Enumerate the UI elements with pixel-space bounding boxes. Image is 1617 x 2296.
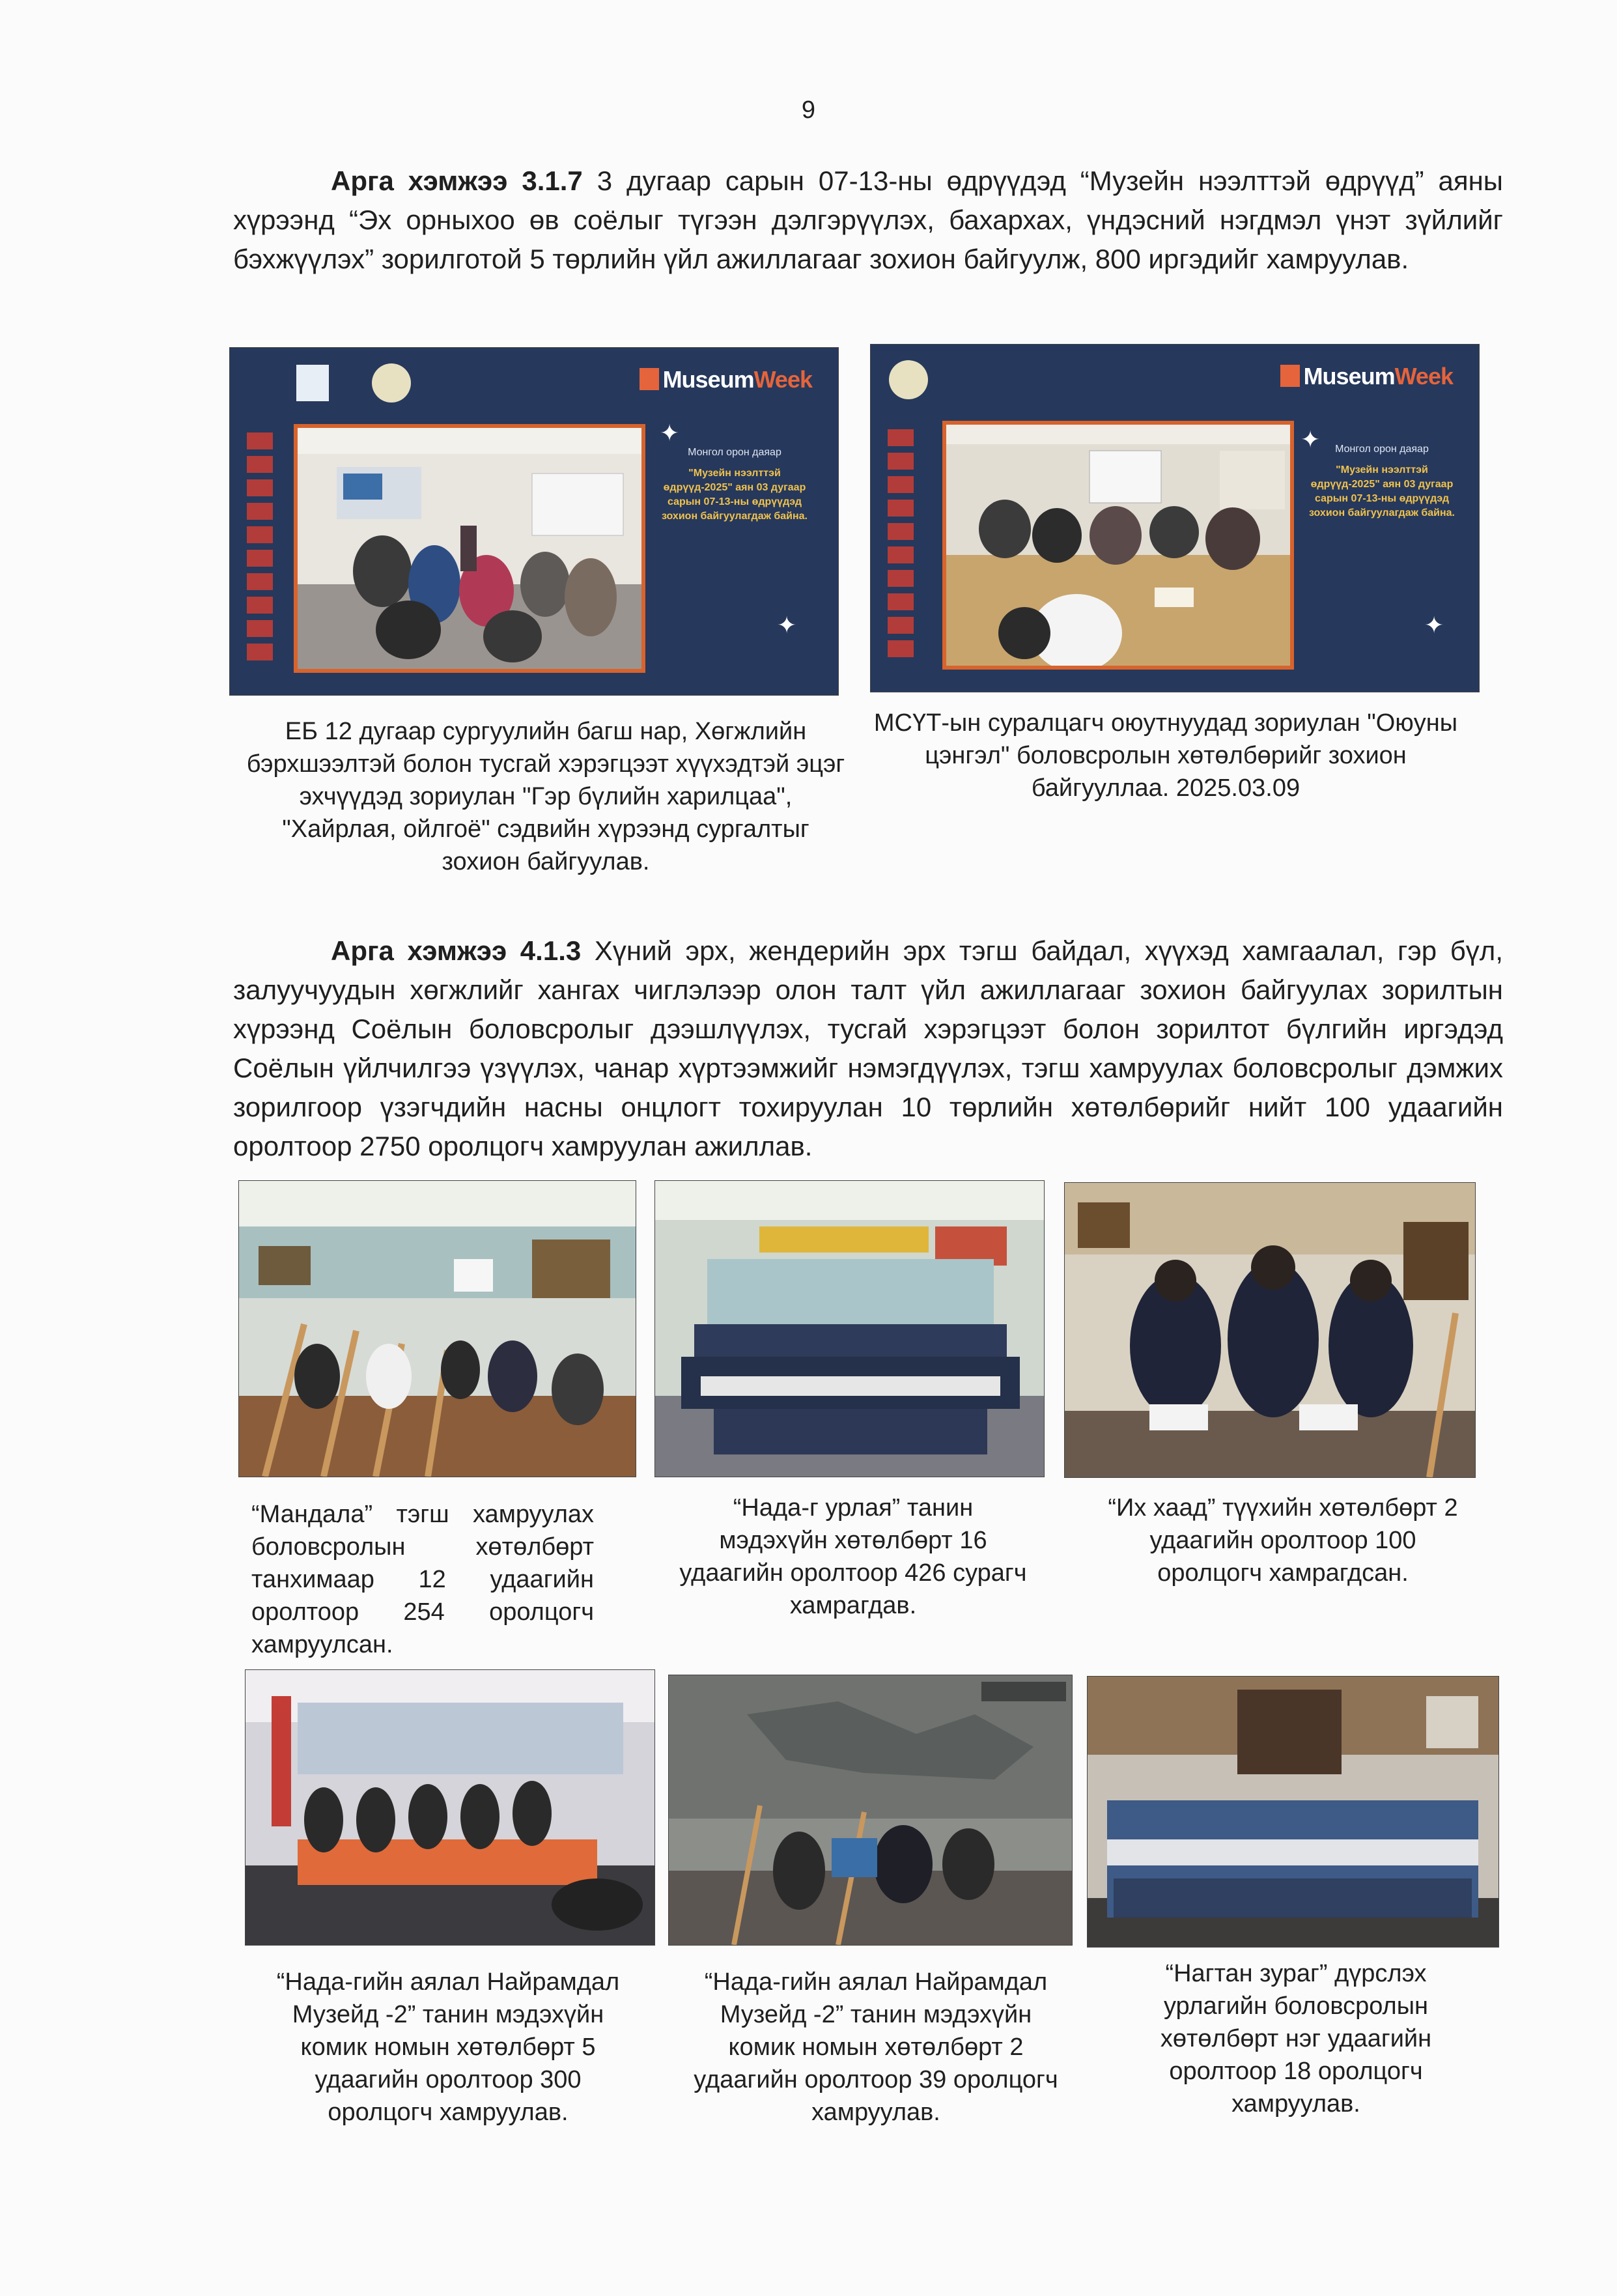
sparkle-icon: ✦ [660, 419, 680, 446]
mongolian-script [247, 432, 273, 667]
sparkle-icon: ✦ [1424, 612, 1444, 638]
mongolian-script [888, 429, 914, 664]
photo-mandala [238, 1180, 636, 1477]
photo-caption-1: “Мандала” тэгш хамруулах боловсролын хөтөлбөрт танхимаар 12 удаагийн оролтоор 254 оролцогч хамруулсан. [251, 1501, 594, 1658]
museum-logo [889, 360, 928, 399]
institution-logo [296, 365, 329, 401]
museum-week-logo: MuseumWeek [640, 366, 812, 393]
photo-caption-6: “Нагтан зураг” дүрслэх урлагийн боловсролын хөтөлбөрт нэг удаагийн оролтоор 18 оролцогч хамруулав. [1160, 1960, 1432, 2118]
sparkle-icon: ✦ [777, 612, 797, 638]
sparkle-icon: ✦ [1301, 426, 1321, 453]
poster-caption-2: МСҮТ-ын суралцагч оюутнуудад зориулан "Оюуны цэнгэл" боловсролын хөтөлбөрийг зохион байгууллаа. 2025.03.09 [873, 709, 1458, 802]
paragraph-heading: Арга хэмжээ 4.1.3 [331, 935, 582, 966]
photo-ikh-khaad [1064, 1182, 1476, 1478]
paragraph-heading: Арга хэмжээ 3.1.7 [331, 165, 583, 196]
poster-side-text: Монгол орон даяар "Музейн нээлттэй өдрүүд-2025" аян 03 дугаар сарын 07-13-ны өдрүүдэд зохион байгуулагдаж байна. [1309, 444, 1455, 518]
poster-photo [942, 421, 1294, 670]
museum-week-poster-1 [229, 347, 839, 696]
page-number: 9 [801, 96, 816, 124]
photo-nada-aylal-5 [245, 1669, 655, 1946]
photo-caption-5: “Нада-гийн аялал Найрамдал Музейд -2” танин мэдэхүйн комик номын хөтөлбөрт 2 удаагийн оролтоор 39 оролцогч хамруулав. [694, 1968, 1058, 2126]
paragraph-body: 3 дугаар сарын 07-13-ны өдрүүдэд “Музейн нээлттэй өдрүүд” аяны хүрээнд “Эх орныхоо өв соёлыг түгээн дэлгэрүүлэх, бахархах, үндэсний нэгдмэл үнэт зүйлийг бэхжүүлэх” зорилготой 5 төрлийн үйл ажиллагааг зохион байгуулж, 800 иргэдийг хамруулав. [233, 165, 1503, 274]
paragraph-body: Хүний эрх, жендерийн эрх тэгш байдал, хүүхэд хамгаалал, гэр бүл, залуучуудын хөгжлийг хангах чиглэлээр олон талт үйл ажиллагааг зохион байгуулах зорилтын хүрээнд Соёлын боловсролыг дээшлүүлэх, тусгай хэрэгцээт болон зорилтот бүлгийн иргэдэд Соёлын үйлчилгээ үзүүлэх, чанар хүртээмжийг нэмэгдүүлэх, тэгш хамруулах боловсролыг дэмжих зорилгоор үзэгчдийн насны онцлогт тохируулан 10 төрлийн хөтөлбөрийг нийт 100 удаагийн оролтоор 2750 оролцогч хамруулан ажиллав. [233, 935, 1503, 1161]
photo-caption-2: “Нада-г урлая” танин мэдэхүйн хөтөлбөрт 16 удаагийн оролтоор 426 сурагч хамрагдав. [679, 1494, 1027, 1619]
museum-logo [372, 363, 411, 403]
paragraph-3-1-7 [233, 162, 1503, 279]
poster-caption-1: ЕБ 12 дугаар сургуулийн багш нар, Хөгжлийн бэрхшээлтэй болон тусгай хэрэгцээт хүүхэдтэй эцэг эхчүүдэд зориулан "Гэр бүлийн харилцаа", "Хайрлая, ойлгоё" сэдвийн хүрээнд сургалтыг зохион байгуулав. [246, 718, 845, 875]
poster-side-text: Монгол орон даяар "Музейн нээлттэй өдрүүд-2025" аян 03 дугаар сарын 07-13-ны өдрүүдэд зохион байгуулагдаж байна. [662, 447, 808, 522]
museum-week-poster-2 [870, 344, 1480, 692]
photo-nada-aylal-2 [668, 1675, 1073, 1946]
museum-week-logo: MuseumWeek [1280, 363, 1453, 390]
photo-caption-3: “Их хаад” түүхийн хөтөлбөрт 2 удаагийн оролтоор 100 оролцогч хамрагдсан. [1108, 1494, 1458, 1587]
photo-nada-urlaya [654, 1180, 1045, 1477]
poster-photo [294, 424, 645, 673]
paragraph-4-1-3 [233, 931, 1503, 1166]
photo-nagtan-zurag [1087, 1676, 1499, 1948]
photo-caption-4: “Нада-гийн аялал Найрамдал Музейд -2” танин мэдэхүйн комик номын хөтөлбөрт 5 удаагийн оролтоор 300 оролцогч хамруулав. [276, 1968, 620, 2126]
